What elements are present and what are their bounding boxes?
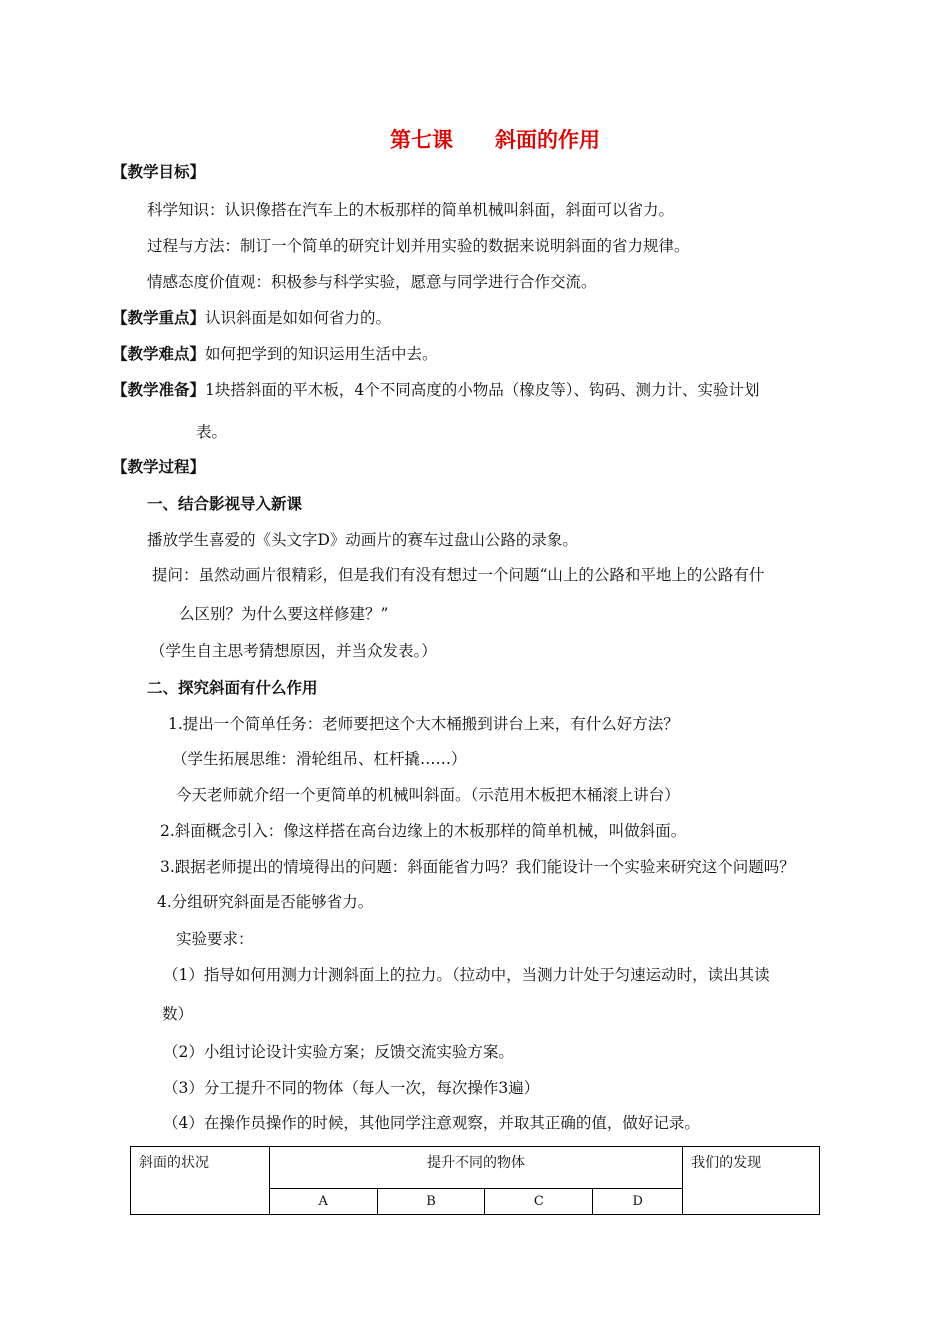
header-lift-objects: 提升不同的物体 <box>269 1147 682 1189</box>
section-2-item-3: 3.跟据老师提出的情境得出的问题：斜面能省力吗？我们能设计一个实验来研究这个问题吗？ <box>160 858 795 876</box>
key-point-line <box>112 308 391 328</box>
key-point-text: 认识斜面是如如何省力的。 <box>205 309 392 327</box>
heading-preparation: 【教学准备】 <box>112 380 206 399</box>
section-2-heading: 二、探究斜面有什么作用 <box>147 678 318 697</box>
subheader-object-b: B <box>377 1189 485 1215</box>
goal-process-method: 过程与方法：制订一个简单的研究计划并用实验的数据来说明斜面的省力规律。 <box>147 237 690 255</box>
requirement-4: （4）在操作员操作的时候，其他同学注意观察，并取其正确的值，做好记录。 <box>163 1114 700 1132</box>
section-2-item-1-demo: 今天老师就介绍一个更简单的机械叫斜面。（示范用木板把木桶滚上讲台） <box>176 786 680 804</box>
requirement-1: （1）指导如何用测力计测斜面上的拉力。（拉动中，当测力计处于匀速运动时，读出其读 <box>163 966 770 984</box>
difficulty-text: 如何把学到的知识运用生活中去。 <box>205 345 438 363</box>
heading-teaching-process: 【教学过程】 <box>112 457 206 476</box>
section-1-heading: 一、结合影视导入新课 <box>147 494 303 513</box>
goal-knowledge: 科学知识：认识像搭在汽车上的木板那样的简单机械叫斜面，斜面可以省力。 <box>147 201 675 219</box>
requirements-heading: 实验要求： <box>176 930 254 948</box>
lesson-title: 第七课 斜面的作用 <box>390 127 600 152</box>
heading-key-point: 【教学重点】 <box>112 308 206 327</box>
difficulty-line <box>112 344 438 364</box>
section-2-item-1: 1.提出一个简单任务：老师要把这个大木桶搬到讲台上来，有什么好方法？ <box>168 715 679 733</box>
preparation-text: 1块搭斜面的平木板，4个不同高度的小物品（橡皮等）、钩码、测力计、实验计划 <box>205 381 760 399</box>
section-1-note: （学生自主思考猜想原因，并当众发表。） <box>150 642 437 660</box>
heading-teaching-goals: 【教学目标】 <box>112 162 206 181</box>
subheader-object-c: C <box>485 1189 593 1215</box>
section-2-item-4: 4.分组研究斜面是否能够省力。 <box>157 893 374 911</box>
section-1-question-cont: 么区别？为什么要这样修建？” <box>179 605 389 623</box>
requirement-3: （3）分工提升不同的物体（每人一次，每次操作3遍） <box>163 1079 540 1097</box>
header-our-findings: 我们的发现 <box>683 1147 820 1215</box>
section-1-question: 提问：虽然动画片很精彩，但是我们有没有想过一个问题“山上的公路和平地上的公路有什 <box>152 566 765 584</box>
preparation-text-cont: 表。 <box>196 423 228 441</box>
goal-attitude: 情感态度价值观：积极参与科学实验，愿意与同学进行合作交流。 <box>147 273 597 291</box>
section-1-paragraph: 播放学生喜爱的《头文字D》动画片的赛车过盘山公路的录象。 <box>147 531 578 549</box>
section-2-item-1-note: （学生拓展思维：滑轮组吊、杠杆撬……） <box>172 750 467 768</box>
preparation-line <box>112 380 760 400</box>
header-slope-state: 斜面的状况 <box>131 1147 270 1215</box>
section-2-item-2: 2.斜面概念引入：像这样搭在高台边缘上的木板那样的简单机械，叫做斜面。 <box>160 822 687 840</box>
table-header-row <box>131 1147 820 1189</box>
heading-difficulty: 【教学难点】 <box>112 344 206 363</box>
experiment-table <box>130 1146 820 1215</box>
requirement-2: （2）小组讨论设计实验方案；反馈交流实验方案。 <box>163 1043 514 1061</box>
subheader-object-a: A <box>269 1189 377 1215</box>
subheader-object-d: D <box>593 1189 683 1215</box>
requirement-1-cont: 数） <box>162 1005 194 1023</box>
